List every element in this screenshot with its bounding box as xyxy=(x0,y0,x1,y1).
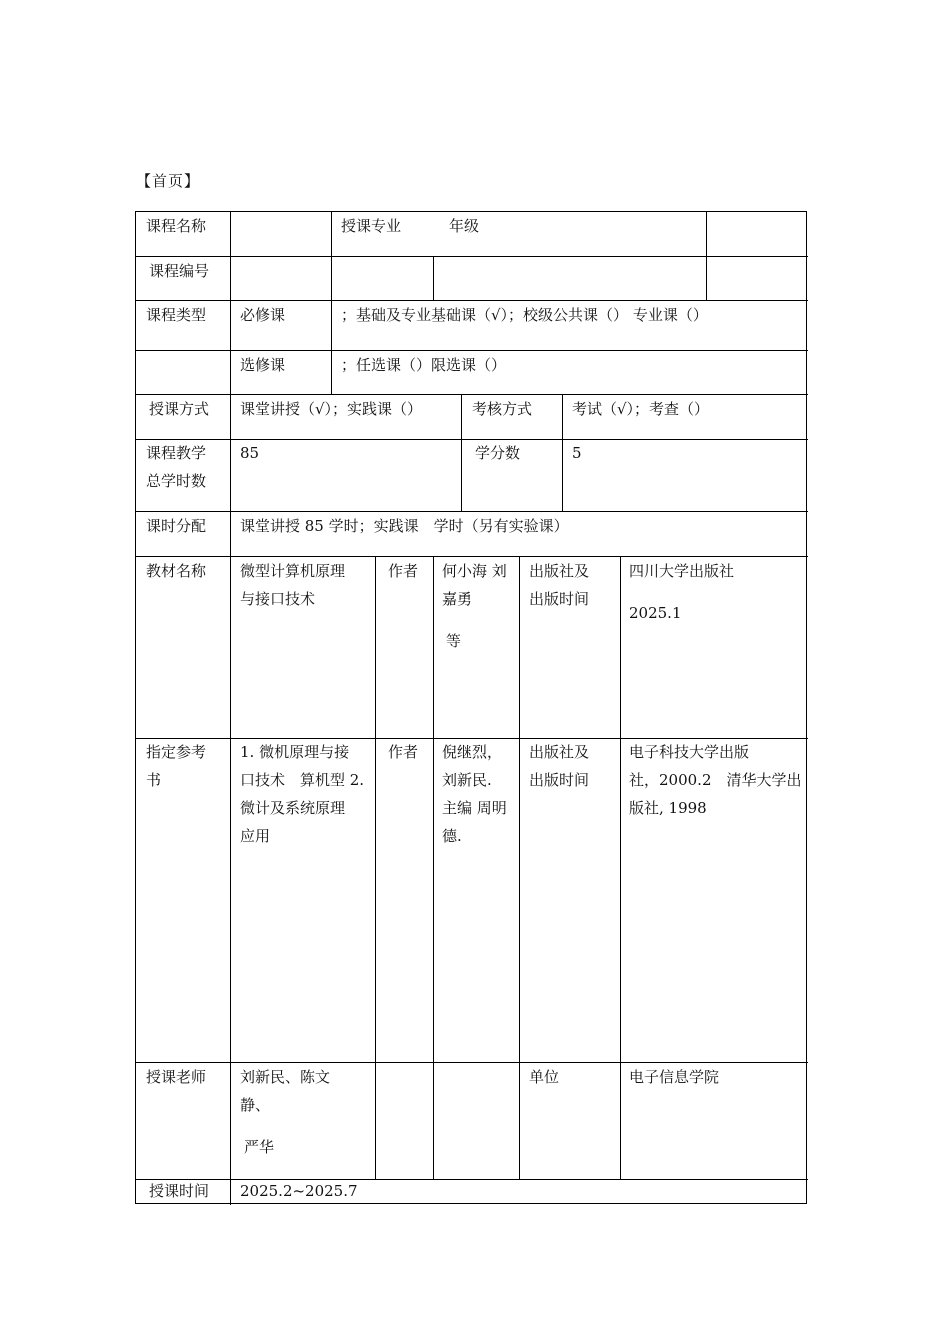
publisher-label-line: 出版时间 xyxy=(529,590,590,608)
grade-label: 年级 xyxy=(449,217,480,235)
textbook-title-line: 微型计算机原理 xyxy=(240,562,346,580)
hour-allocation-value: 课堂讲授 85 学时；实践课 学时（另有实验课） xyxy=(240,517,569,535)
textbook-label: 教材名称 xyxy=(146,562,207,580)
reference-authors xyxy=(442,738,507,850)
schedule-value: 2025.2~2025.7 xyxy=(240,1182,358,1200)
reference-publishers xyxy=(629,738,802,822)
required-label: 必修课 xyxy=(240,306,286,324)
reference-title-line: 应用 xyxy=(240,827,271,845)
reference-author-line: 德. xyxy=(442,827,462,845)
row-divider xyxy=(136,439,808,440)
row-divider xyxy=(136,1179,808,1180)
required-options: ；基础及专业基础课（√）；校级公共课（） 专业课（） xyxy=(341,306,708,324)
reference-publisher-line: 电子科技大学出版 xyxy=(629,743,750,761)
page-header: 【首页】 xyxy=(136,172,201,190)
textbook-title xyxy=(240,557,345,613)
course-info-table xyxy=(135,211,807,1204)
col-divider xyxy=(375,556,376,1179)
teaching-mode-label: 授课方式 xyxy=(149,400,210,418)
assessment-label: 考核方式 xyxy=(472,400,533,418)
reference-title-line: 1. 微机原理与接 xyxy=(240,743,350,761)
course-type-label: 课程类型 xyxy=(146,306,207,324)
reference-author-line: 倪继烈， xyxy=(442,743,503,761)
teacher-label: 授课老师 xyxy=(146,1068,207,1086)
col-divider xyxy=(620,556,621,1179)
credits-label: 学分数 xyxy=(475,444,521,462)
total-hours-label-line: 总学时数 xyxy=(146,472,207,490)
reference-label-line: 书 xyxy=(146,771,162,789)
reference-author-line: 主编 周明 xyxy=(442,799,507,817)
assessment-value: 考试（√）；考查（） xyxy=(572,400,710,418)
col-divider xyxy=(519,556,520,1179)
reference-title-line: 口技术 算机型 2. xyxy=(240,771,365,789)
elective-options: ；任选课（）限选课（） xyxy=(341,356,507,374)
textbook-publisher-name: 四川大学出版社 xyxy=(629,562,735,580)
credits-value: 5 xyxy=(572,444,582,462)
unit-value: 电子信息学院 xyxy=(629,1068,720,1086)
hour-allocation-label: 课时分配 xyxy=(146,517,207,535)
col-divider xyxy=(433,556,434,1179)
col-divider xyxy=(433,256,434,300)
col-divider xyxy=(706,212,707,300)
reference-titles xyxy=(240,738,364,850)
reference-publisher-line: 社，2000.2 清华大学出 xyxy=(629,771,802,789)
total-hours-label xyxy=(146,439,206,495)
total-hours-label-line: 课程教学 xyxy=(146,444,207,462)
textbook-title-line: 与接口技术 xyxy=(240,590,316,608)
textbook-authors xyxy=(442,557,507,655)
reference-publisher-label xyxy=(529,738,589,794)
publisher-label-line: 出版社及 xyxy=(529,562,590,580)
textbook-publish-year: 2025.1 xyxy=(629,604,682,622)
reference-publisher-line: 版社, 1998 xyxy=(629,799,707,817)
reference-author-line: 刘新民. xyxy=(442,771,492,789)
textbook-author-label: 作者 xyxy=(388,562,419,580)
col-divider xyxy=(562,394,563,511)
unit-label: 单位 xyxy=(529,1068,560,1086)
reference-title-line: 微计及系统原理 xyxy=(240,799,346,817)
schedule-label: 授课时间 xyxy=(149,1182,210,1200)
teacher-names-line: 严华 xyxy=(244,1138,275,1156)
col-divider xyxy=(461,394,462,511)
col-divider xyxy=(331,212,332,394)
course-name-label: 课程名称 xyxy=(146,217,207,235)
publisher-label-line: 出版时间 xyxy=(529,771,590,789)
elective-label: 选修课 xyxy=(240,356,286,374)
textbook-author-line: 嘉勇 xyxy=(442,590,473,608)
teaching-mode-value: 课堂讲授（√）；实践课（） xyxy=(240,400,423,418)
major-label: 授课专业 xyxy=(341,217,402,235)
reference-label-line: 指定参考 xyxy=(146,743,207,761)
course-code-label: 课程编号 xyxy=(149,262,210,280)
teacher-names-line: 静、 xyxy=(240,1096,271,1114)
col-divider xyxy=(230,212,231,1205)
textbook-publisher-label xyxy=(529,557,589,613)
total-hours-value: 85 xyxy=(240,444,260,462)
publisher-label-line: 出版社及 xyxy=(529,743,590,761)
teacher-names-line: 刘新民、陈文 xyxy=(240,1068,331,1086)
textbook-author-line: 等 xyxy=(446,632,462,650)
reference-label xyxy=(146,738,206,794)
textbook-publisher xyxy=(629,557,734,627)
reference-author-label: 作者 xyxy=(388,743,419,761)
textbook-author-line: 何小海 刘 xyxy=(442,562,507,580)
row-divider xyxy=(136,256,808,257)
teacher-names xyxy=(240,1063,330,1161)
